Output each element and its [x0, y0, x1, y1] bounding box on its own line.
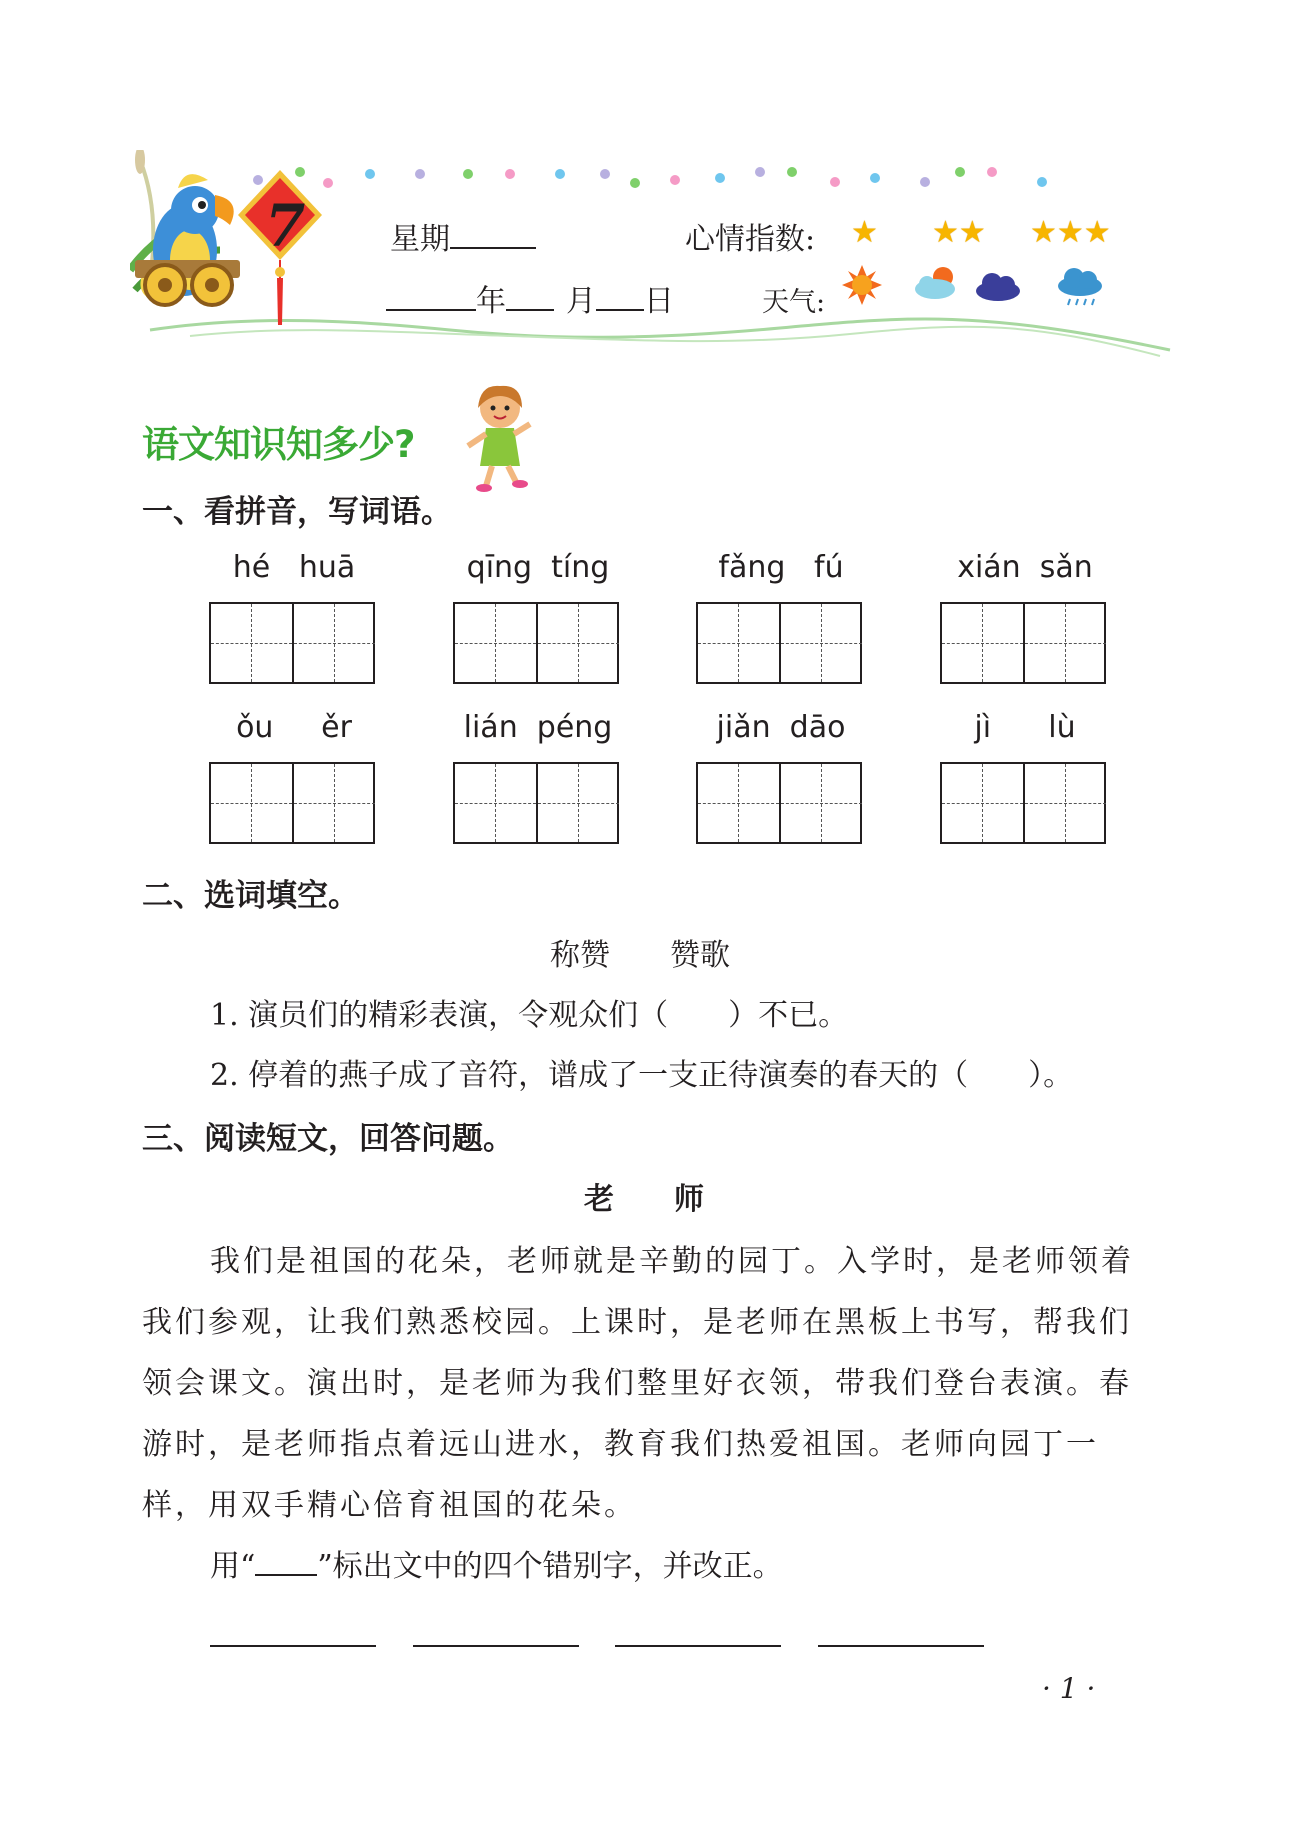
passage-line: 我们是祖国的花朵，老师就是辛勤的园丁。入学时，是老师领着	[210, 1244, 1134, 1279]
sun-icon	[842, 265, 882, 305]
pinyin-label: fǎng fú	[718, 550, 844, 585]
instruction	[210, 1541, 783, 1585]
day-label: 日	[644, 284, 674, 319]
writing-grid[interactable]	[696, 602, 862, 684]
passage-line: 游时，是老师指点着远山进水，教育我们热爱祖国。老师向园丁一	[142, 1427, 1099, 1462]
instruction-post: ”标出文中的四个错别字，并改正。	[317, 1549, 783, 1584]
day-blank[interactable]	[596, 281, 644, 311]
month-label: 月	[566, 284, 596, 319]
mood-two-star-icon: ★★	[932, 215, 986, 250]
rain-cloud-icon	[1058, 268, 1102, 305]
answer-line[interactable]	[210, 1645, 376, 1647]
weekday-field	[390, 214, 536, 258]
answer-line[interactable]	[615, 1645, 781, 1647]
year-blank[interactable]	[386, 281, 476, 311]
writing-grid[interactable]	[940, 762, 1106, 844]
writing-grid[interactable]	[940, 602, 1106, 684]
header-decoration	[130, 150, 1180, 370]
writing-grid[interactable]	[453, 602, 619, 684]
cloud-icon	[976, 273, 1020, 301]
weekday-label: 星期	[390, 222, 450, 257]
passage-line: 我们参观，让我们熟悉校园。上课时，是老师在黑板上书写，帮我们	[142, 1305, 1132, 1340]
writing-grid[interactable]	[453, 762, 619, 844]
mood-three-star-icon: ★★★	[1030, 215, 1111, 250]
underline-sample	[255, 1546, 317, 1576]
answer-line[interactable]	[818, 1645, 984, 1647]
page-number: · 1 ·	[1042, 1672, 1096, 1705]
pinyin-label: jiǎn dāo	[716, 710, 846, 745]
word-options: 称赞 赞歌	[550, 938, 730, 973]
pinyin-label: ǒu ěr	[236, 710, 352, 745]
passage-title: 老 师	[584, 1182, 704, 1217]
year-label: 年	[476, 284, 506, 319]
page-title: 语文知识知多少?	[142, 423, 415, 466]
lesson-number: 7	[265, 192, 306, 260]
mood-one-star-icon: ★	[851, 215, 878, 250]
passage-line: 领会课文。演出时，是老师为我们整里好衣领，带我们登台表演。春	[142, 1366, 1132, 1401]
writing-grid[interactable]	[209, 762, 375, 844]
pinyin-label: hé huā	[232, 550, 356, 585]
sun-cloud-icon	[915, 267, 955, 299]
section-1-heading: 一、看拼音，写词语。	[142, 494, 452, 530]
weather-label: 天气:	[762, 287, 826, 318]
mood-label: 心情指数:	[685, 222, 816, 257]
passage-line: 样，用双手精心倍育祖国的花朵。	[142, 1488, 637, 1523]
pinyin-label: qīng tíng	[466, 550, 610, 585]
month-blank[interactable]	[506, 281, 554, 311]
girl-icon	[462, 384, 538, 494]
answer-line[interactable]	[413, 1645, 579, 1647]
weekday-blank[interactable]	[450, 219, 536, 249]
pinyin-label: lián péng	[463, 710, 613, 745]
writing-grid[interactable]	[696, 762, 862, 844]
writing-grid[interactable]	[209, 602, 375, 684]
section-2-heading: 二、选词填空。	[142, 878, 359, 914]
instruction-pre: 用“	[210, 1549, 256, 1584]
pinyin-label: jì lù	[974, 710, 1076, 745]
pinyin-label: xián sǎn	[957, 550, 1093, 585]
question-1: 1. 演员们的精彩表演，令观众们（ ）不已。	[210, 998, 849, 1033]
question-2: 2. 停着的燕子成了音符，谱成了一支正待演奏的春天的（ ）。	[210, 1058, 1074, 1093]
section-3-heading: 三、阅读短文，回答问题。	[142, 1121, 514, 1157]
decorative-dots	[253, 167, 1047, 188]
date-field	[386, 276, 674, 320]
